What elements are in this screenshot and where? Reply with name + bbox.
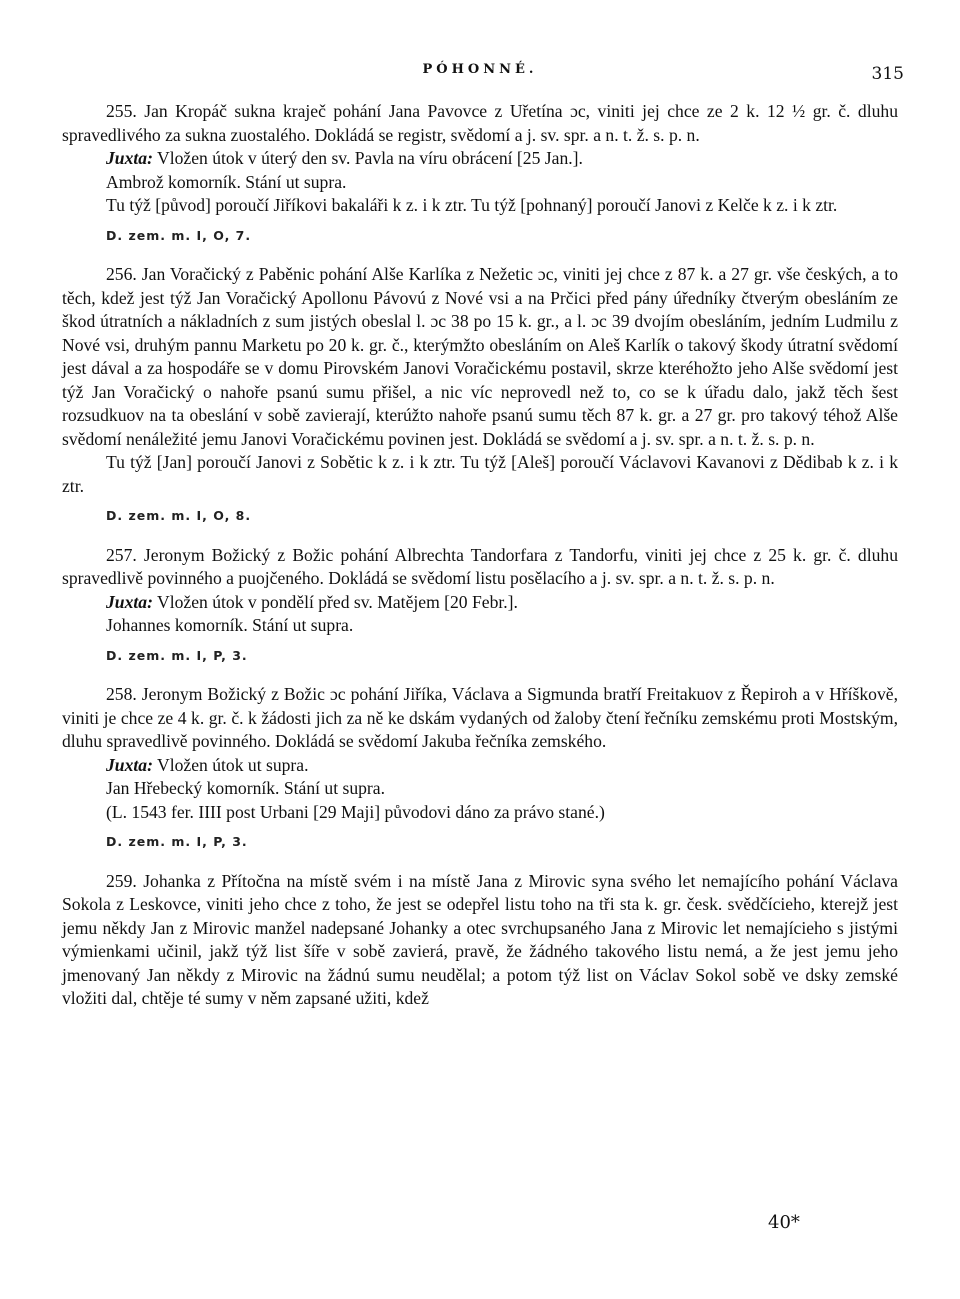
juxta-line (106, 754, 898, 778)
entry-text: 257. Jeronym Božický z Božic pohání Albrechta Tandorfara z Tandorfu, viniti jej chce z 25 k. gr. č. dluhu spravedlivě povinného a puojčeného. Dokládá se svědomí listu posělacího a j. sv. spr. a n. t. ž. s. p. n. (62, 544, 898, 588)
juxta-line (106, 591, 898, 615)
signature-mark: 40* (768, 1212, 800, 1233)
juxta-label: Juxta: (106, 591, 153, 612)
juxta-label: Juxta: (106, 148, 153, 168)
extra-line: Tu týž [původ] poroučí Jiříkovi bakaláři k z. i k ztr. Tu týž [pohnaný] poroučí Janovi z Kelče k z. i k ztr. (106, 195, 838, 215)
juxta-text: Vložen útok ut supra. (152, 754, 309, 775)
source-reference: D. zem. m. I, O, 8. (106, 508, 252, 523)
juxta-text: Vložen útok v úterý den sv. Pavla na víru obrácení [25 Jan.]. (152, 148, 583, 168)
entry-text: 256. Jan Voračický z Paběnic pohání Alše Karlíka z Nežetic ɔc, viniti jej chce z 87 k. a 27 gr. vše českých, a to těch, kdež jest týž Jan Voračický Apollonu Pávovú z Nové vsi a na Prčici před pány úředníky čtverým obesláním ze škod útratních a nákladních z sum jistých obeslal l. ɔc 38 po 15 k. gr., a l. ɔc 39 dvojím obesláním, jedním Ludmilu z Nové vsi, druhým pannu Marketu po 20 k. gr. č., kterýmžto obesláním on Aleš Karlík o takový škody útratní svědomí jest dával a za hospodáře se v domu Pirovském Janovi Voračickému postavil, skrze kteréhožto jeho Alše svědomí jest týž Jan Voračický o nahoře psanú sumu přišel, a nic víc neprovedl než to, co se k úřadu dalo, jakž těch šest rozsudkuov na ta obeslání v sobě zavierají, kterúžto nahoře psanú sumu těch 87 k. gr. a 27 gr. pro takový téhož Alše svědomí nenáležité jemu Janovi Voračickému povinen jest. Dokládá se svědomí a j. sv. spr. a n. t. ž. s. p. n. (62, 264, 898, 449)
entry-259 (62, 870, 898, 1011)
page-number: 315 (871, 64, 904, 84)
entry-text: 255. Jan Kropáč sukna kraječ pohání Jana Pavovce z Uřetína ɔc, viniti jej chce ze 2 k. 12 ½ gr. č. dluhu spravedlivého za sukna zuostalého. Dokládá se registr, svědomí a j. sv. spr. a n. t. ž. s. p. n. (62, 101, 898, 145)
source-reference: D. zem. m. I, O, 7. (106, 227, 252, 243)
entry-256 (62, 263, 898, 528)
page-body (62, 100, 898, 1027)
juxta-text: Vložen útok v pondělí před sv. Matějem [20 Febr.]. (152, 591, 518, 612)
chamberlain-line: Jan Hřebecký komorník. Stání ut supra. (106, 778, 386, 798)
source-reference: D. zem. m. I, P, 3. (106, 647, 248, 663)
juxta-label: Juxta: (106, 754, 153, 775)
chamberlain-line: Johannes komorník. Stání ut supra. (106, 615, 354, 635)
source-reference: D. zem. m. I, P, 3. (106, 834, 248, 849)
juxta-line (106, 147, 898, 171)
entry-257 (62, 544, 898, 668)
entry-258 (62, 683, 898, 854)
running-title: PÓHONNÉ. (422, 62, 538, 77)
chamberlain-line: Ambrož komorník. Stání ut supra. (106, 171, 347, 192)
extra-line: (L. 1543 fer. IIII post Urbani [29 Maji] původovi dáno za právo stané.) (106, 801, 605, 822)
entry-text: 258. Jeronym Božický z Božic ɔc pohání Jiříka, Václava a Sigmunda bratří Freitakuov z Řepiroh a v Hříškově, viniti je chce ze 4 k. gr. č. k žádosti jich za ně ke dskám vydaných od žaloby čtení řečníku zemskému proti Mostským, dluhu spravedlivě povinného. Dokládá se svědomí Jakuba řečníka zemského. (62, 684, 898, 751)
extra-line: Tu týž [Jan] poroučí Janovi z Sobětic k z. i k ztr. Tu týž [Aleš] poroučí Václavovi Kavanovi z Dědibab k z. i k ztr. (62, 452, 898, 496)
page-header (0, 60, 960, 84)
entry-text: 259. Johanka z Přítočna na místě svém i na místě Jana z Mirovic syna svého let nemajícího pohání Václava Sokola z Leskovce, viniti jeho chce z toho, že jest se odepřel listu toho na tři sta k. gr. česk. svědčícieho, kterejž jest jemu někdy Jan z Mirovic manžel nadepsané Johanky a otec svrchupsaného Jana z Mirovic let nemajícieho s jistými výmienkami učinil, jakž týž list šíře v sobě zavierá, pravě, že žádného takového listu nemá, a že jest jemu jeho jmenovaný Jan někdy z Mirovic na žádnú sumu neudělal; a potom týž list on Václav Sokol sobě ve dsky zemské vložiti dal, chtěje té sumy v něm zapsané užiti, kdež (62, 870, 898, 1008)
entry-255 (62, 100, 898, 247)
